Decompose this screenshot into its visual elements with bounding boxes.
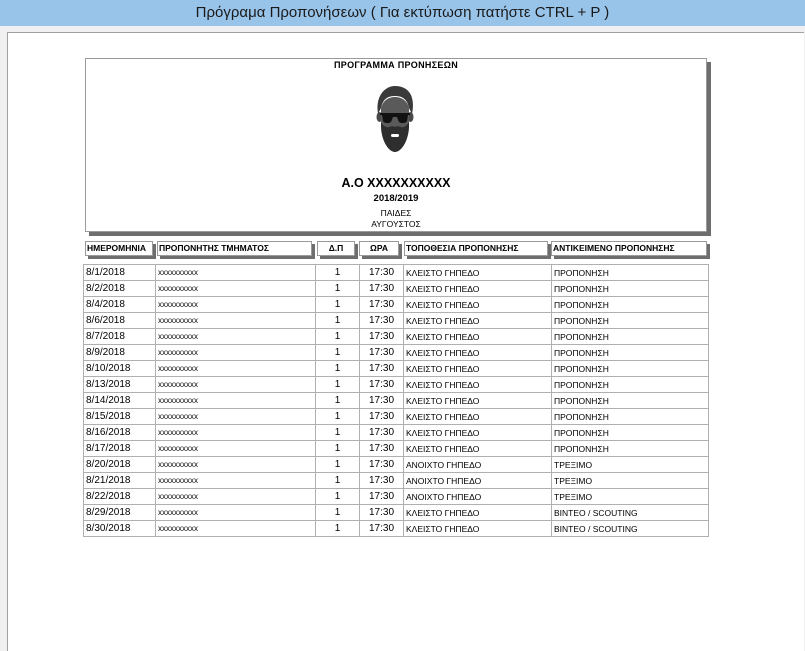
table-row — [83, 297, 709, 313]
table-row — [83, 313, 709, 329]
table-row — [83, 489, 709, 505]
cell-place: ΚΛΕΙΣΤΟ ΓΗΠΕΔΟ — [403, 409, 551, 425]
cell-place: ΚΛΕΙΣΤΟ ΓΗΠΕΔΟ — [403, 441, 551, 457]
cell-time: 17:30 — [359, 361, 403, 377]
table-row — [83, 457, 709, 473]
table-row — [83, 425, 709, 441]
cell-coach: xxxxxxxxxx — [155, 281, 315, 297]
cell-subject: ΤΡΕΞΙΜΟ — [551, 489, 709, 505]
cell-dp: 1 — [315, 265, 359, 281]
cell-date: 8/15/2018 — [83, 409, 155, 425]
cell-date: 8/14/2018 — [83, 393, 155, 409]
table-row — [83, 521, 709, 537]
cell-place: ΚΛΕΙΣΤΟ ΓΗΠΕΔΟ — [403, 393, 551, 409]
table-row — [83, 345, 709, 361]
cell-coach: xxxxxxxxxx — [155, 313, 315, 329]
cell-time: 17:30 — [359, 425, 403, 441]
column-header-time: ΩΡΑ — [359, 241, 399, 256]
cell-subject: ΠΡΟΠΟΝΗΣΗ — [551, 441, 709, 457]
cell-coach: xxxxxxxxxx — [155, 473, 315, 489]
cell-subject: ΠΡΟΠΟΝΗΣΗ — [551, 377, 709, 393]
cell-time: 17:30 — [359, 521, 403, 537]
cell-dp: 1 — [315, 361, 359, 377]
cell-coach: xxxxxxxxxx — [155, 345, 315, 361]
cell-subject: ΒΙΝΤΕΟ / SCOUTING — [551, 505, 709, 521]
cell-date: 8/9/2018 — [83, 345, 155, 361]
cell-coach: xxxxxxxxxx — [155, 521, 315, 537]
age-group: ΠΑΙΔΕΣ — [380, 208, 412, 218]
table-row — [83, 377, 709, 393]
cell-time: 17:30 — [359, 265, 403, 281]
cell-subject: ΠΡΟΠΟΝΗΣΗ — [551, 265, 709, 281]
cell-date: 8/17/2018 — [83, 441, 155, 457]
schedule-table — [83, 264, 709, 537]
table-row — [83, 281, 709, 297]
cell-date: 8/13/2018 — [83, 377, 155, 393]
cell-dp: 1 — [315, 409, 359, 425]
cell-coach: xxxxxxxxxx — [155, 329, 315, 345]
cell-time: 17:30 — [359, 457, 403, 473]
cell-coach: xxxxxxxxxx — [155, 361, 315, 377]
cell-time: 17:30 — [359, 441, 403, 457]
cell-subject: ΠΡΟΠΟΝΗΣΗ — [551, 281, 709, 297]
cell-date: 8/30/2018 — [83, 521, 155, 537]
cell-dp: 1 — [315, 489, 359, 505]
table-row — [83, 505, 709, 521]
cell-place: ΚΛΕΙΣΤΟ ΓΗΠΕΔΟ — [403, 313, 551, 329]
cell-time: 17:30 — [359, 281, 403, 297]
bearded-man-sunglasses-icon — [371, 84, 419, 156]
cell-time: 17:30 — [359, 393, 403, 409]
cell-place: ΚΛΕΙΣΤΟ ΓΗΠΕΔΟ — [403, 361, 551, 377]
season: 2018/2019 — [373, 193, 419, 204]
cell-dp: 1 — [315, 377, 359, 393]
column-header-subject: ΑΝΤΙΚΕΙΜΕΝΟ ΠΡΟΠΟΝΗΣΗΣ — [551, 241, 707, 256]
cell-dp: 1 — [315, 297, 359, 313]
cell-place: ΚΛΕΙΣΤΟ ΓΗΠΕΔΟ — [403, 345, 551, 361]
cell-coach: xxxxxxxxxx — [155, 409, 315, 425]
cell-date: 8/6/2018 — [83, 313, 155, 329]
cell-coach: xxxxxxxxxx — [155, 441, 315, 457]
cell-place: ΚΛΕΙΣΤΟ ΓΗΠΕΔΟ — [403, 281, 551, 297]
cell-subject: ΠΡΟΠΟΝΗΣΗ — [551, 361, 709, 377]
cell-dp: 1 — [315, 329, 359, 345]
cell-dp: 1 — [315, 521, 359, 537]
cell-time: 17:30 — [359, 473, 403, 489]
column-header-place: ΤΟΠΟΘΕΣΙΑ ΠΡΟΠΟΝΗΣΗΣ — [404, 241, 548, 256]
cell-coach: xxxxxxxxxx — [155, 265, 315, 281]
cell-dp: 1 — [315, 425, 359, 441]
club-name: Α.Ο XXXXXXXXXX — [341, 176, 451, 190]
cell-subject: ΠΡΟΠΟΝΗΣΗ — [551, 345, 709, 361]
cell-place: ΑΝΟΙΧΤΟ ΓΗΠΕΔΟ — [403, 473, 551, 489]
cell-dp: 1 — [315, 505, 359, 521]
window-title: Πρόγραμα Προπονήσεων ( Για εκτύπωση πατήστε CTRL + P ) — [0, 0, 805, 26]
cell-place: ΚΛΕΙΣΤΟ ΓΗΠΕΔΟ — [403, 265, 551, 281]
cell-time: 17:30 — [359, 297, 403, 313]
table-row — [83, 409, 709, 425]
cell-coach: xxxxxxxxxx — [155, 393, 315, 409]
cell-date: 8/1/2018 — [83, 265, 155, 281]
table-row — [83, 361, 709, 377]
cell-dp: 1 — [315, 393, 359, 409]
cell-date: 8/2/2018 — [83, 281, 155, 297]
cell-place: ΚΛΕΙΣΤΟ ΓΗΠΕΔΟ — [403, 425, 551, 441]
cell-subject: ΠΡΟΠΟΝΗΣΗ — [551, 409, 709, 425]
cell-coach: xxxxxxxxxx — [155, 457, 315, 473]
cell-time: 17:30 — [359, 409, 403, 425]
cell-dp: 1 — [315, 281, 359, 297]
month: ΑΥΓΟΥΣΤΟΣ — [371, 219, 421, 229]
cell-time: 17:30 — [359, 377, 403, 393]
cell-date: 8/7/2018 — [83, 329, 155, 345]
cell-subject: ΠΡΟΠΟΝΗΣΗ — [551, 329, 709, 345]
cell-place: ΚΛΕΙΣΤΟ ΓΗΠΕΔΟ — [403, 521, 551, 537]
cell-subject: ΤΡΕΞΙΜΟ — [551, 457, 709, 473]
cell-time: 17:30 — [359, 489, 403, 505]
cell-place: ΚΛΕΙΣΤΟ ΓΗΠΕΔΟ — [403, 505, 551, 521]
cell-subject: ΠΡΟΠΟΝΗΣΗ — [551, 393, 709, 409]
table-row — [83, 265, 709, 281]
cell-place: ΑΝΟΙΧΤΟ ΓΗΠΕΔΟ — [403, 457, 551, 473]
cell-time: 17:30 — [359, 329, 403, 345]
cell-subject: ΠΡΟΠΟΝΗΣΗ — [551, 313, 709, 329]
cell-place: ΚΛΕΙΣΤΟ ΓΗΠΕΔΟ — [403, 297, 551, 313]
cell-time: 17:30 — [359, 313, 403, 329]
cell-date: 8/22/2018 — [83, 489, 155, 505]
cell-date: 8/29/2018 — [83, 505, 155, 521]
column-header-dp: Δ.Π — [317, 241, 355, 256]
cell-time: 17:30 — [359, 505, 403, 521]
cell-coach: xxxxxxxxxx — [155, 377, 315, 393]
cell-dp: 1 — [315, 473, 359, 489]
report-header — [85, 58, 707, 232]
cell-place: ΚΛΕΙΣΤΟ ΓΗΠΕΔΟ — [403, 329, 551, 345]
cell-subject: ΤΡΕΞΙΜΟ — [551, 473, 709, 489]
cell-place: ΚΛΕΙΣΤΟ ΓΗΠΕΔΟ — [403, 377, 551, 393]
cell-date: 8/16/2018 — [83, 425, 155, 441]
table-row — [83, 329, 709, 345]
cell-date: 8/20/2018 — [83, 457, 155, 473]
table-row — [83, 393, 709, 409]
cell-dp: 1 — [315, 457, 359, 473]
cell-subject: ΠΡΟΠΟΝΗΣΗ — [551, 297, 709, 313]
cell-dp: 1 — [315, 345, 359, 361]
cell-coach: xxxxxxxxxx — [155, 489, 315, 505]
table-row — [83, 441, 709, 457]
cell-date: 8/10/2018 — [83, 361, 155, 377]
cell-subject: ΠΡΟΠΟΝΗΣΗ — [551, 425, 709, 441]
cell-time: 17:30 — [359, 345, 403, 361]
cell-dp: 1 — [315, 313, 359, 329]
column-header-date: ΗΜΕΡΟΜΗΝΙΑ — [85, 241, 153, 256]
cell-coach: xxxxxxxxxx — [155, 425, 315, 441]
cell-coach: xxxxxxxxxx — [155, 297, 315, 313]
table-row — [83, 473, 709, 489]
cell-coach: xxxxxxxxxx — [155, 505, 315, 521]
cell-date: 8/4/2018 — [83, 297, 155, 313]
report-heading: ΠΡΟΓΡΑΜΜΑ ΠΡΟΝΗΣΕΩΝ — [333, 60, 459, 70]
column-header-coach: ΠΡΟΠΟΝΗΤΗΣ ΤΜΗΜΑΤΟΣ — [157, 241, 312, 256]
cell-subject: ΒΙΝΤΕΟ / SCOUTING — [551, 521, 709, 537]
cell-place: ΑΝΟΙΧΤΟ ΓΗΠΕΔΟ — [403, 489, 551, 505]
cell-date: 8/21/2018 — [83, 473, 155, 489]
cell-dp: 1 — [315, 441, 359, 457]
